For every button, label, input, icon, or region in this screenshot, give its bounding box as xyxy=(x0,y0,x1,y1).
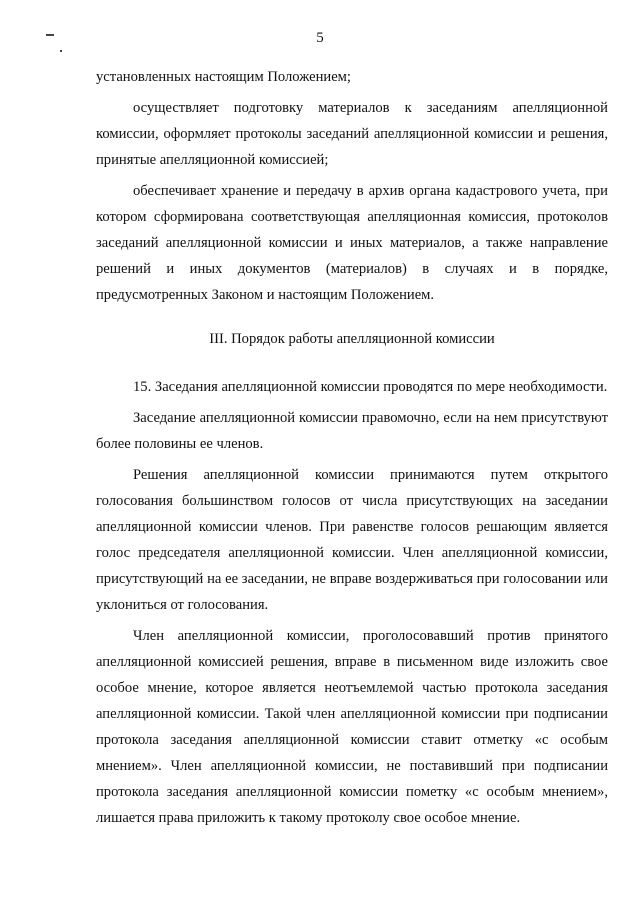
document-body xyxy=(96,64,608,836)
paragraph-15-meetings: 15. Заседания апелляционной комиссии проводятся по мере необходимости. xyxy=(133,379,608,395)
paragraph-continuation: установленных настоящим Положением; xyxy=(96,69,351,85)
paragraph-dissenting-opinion: Член апелляционной комиссии, проголосовавший против принятого апелляционной комиссией решения, вправе в письменном виде изложить свое особое мнение, которое является неотъемлемой частью протокола заседания апелляционной комиссии. Такой член апелляционной комиссии при подписании протокола заседания апелляционной комиссии ставит отметку «с особым мнением». Член апелляционной комиссии, не поставивший при подписании протокола заседания апелляционной комиссии пометку «с особым мнением», лишается права приложить к такому протоколу свое особое мнение. xyxy=(96,628,608,826)
paragraph-archive-storage: обеспечивает хранение и передачу в архив органа кадастрового учета, при котором сформирована соответствующая апелляционная комиссия, протоколов заседаний апелляционной комиссии и иных материалов, а также направление решений и иных документов (материалов) в случаях и в порядке, предусмотренных Законом и настоящим Положением. xyxy=(96,183,608,303)
section-heading: III. Порядок работы апелляционной комиссии xyxy=(209,331,495,347)
paragraph-quorum: Заседание апелляционной комиссии правомочно, если на нем присутствуют более половины ее членов. xyxy=(96,410,608,452)
paragraph-voting: Решения апелляционной комиссии принимаются путем открытого голосования большинством голосов от числа присутствующих на заседании апелляционной комиссии членов. При равенстве голосов решающим является голос председателя апелляционной комиссии. Член апелляционной комиссии, присутствующий на ее заседании, не вправе воздерживаться при голосовании или уклониться от голосования. xyxy=(96,467,608,613)
page-number: 5 xyxy=(316,30,324,46)
scan-artifact-dot xyxy=(60,50,62,52)
paragraph-prepares-materials: осуществляет подготовку материалов к заседаниям апелляционной комиссии, оформляет протоколы заседаний апелляционной комиссии и решения, принятые апелляционной комиссией; xyxy=(96,100,608,168)
